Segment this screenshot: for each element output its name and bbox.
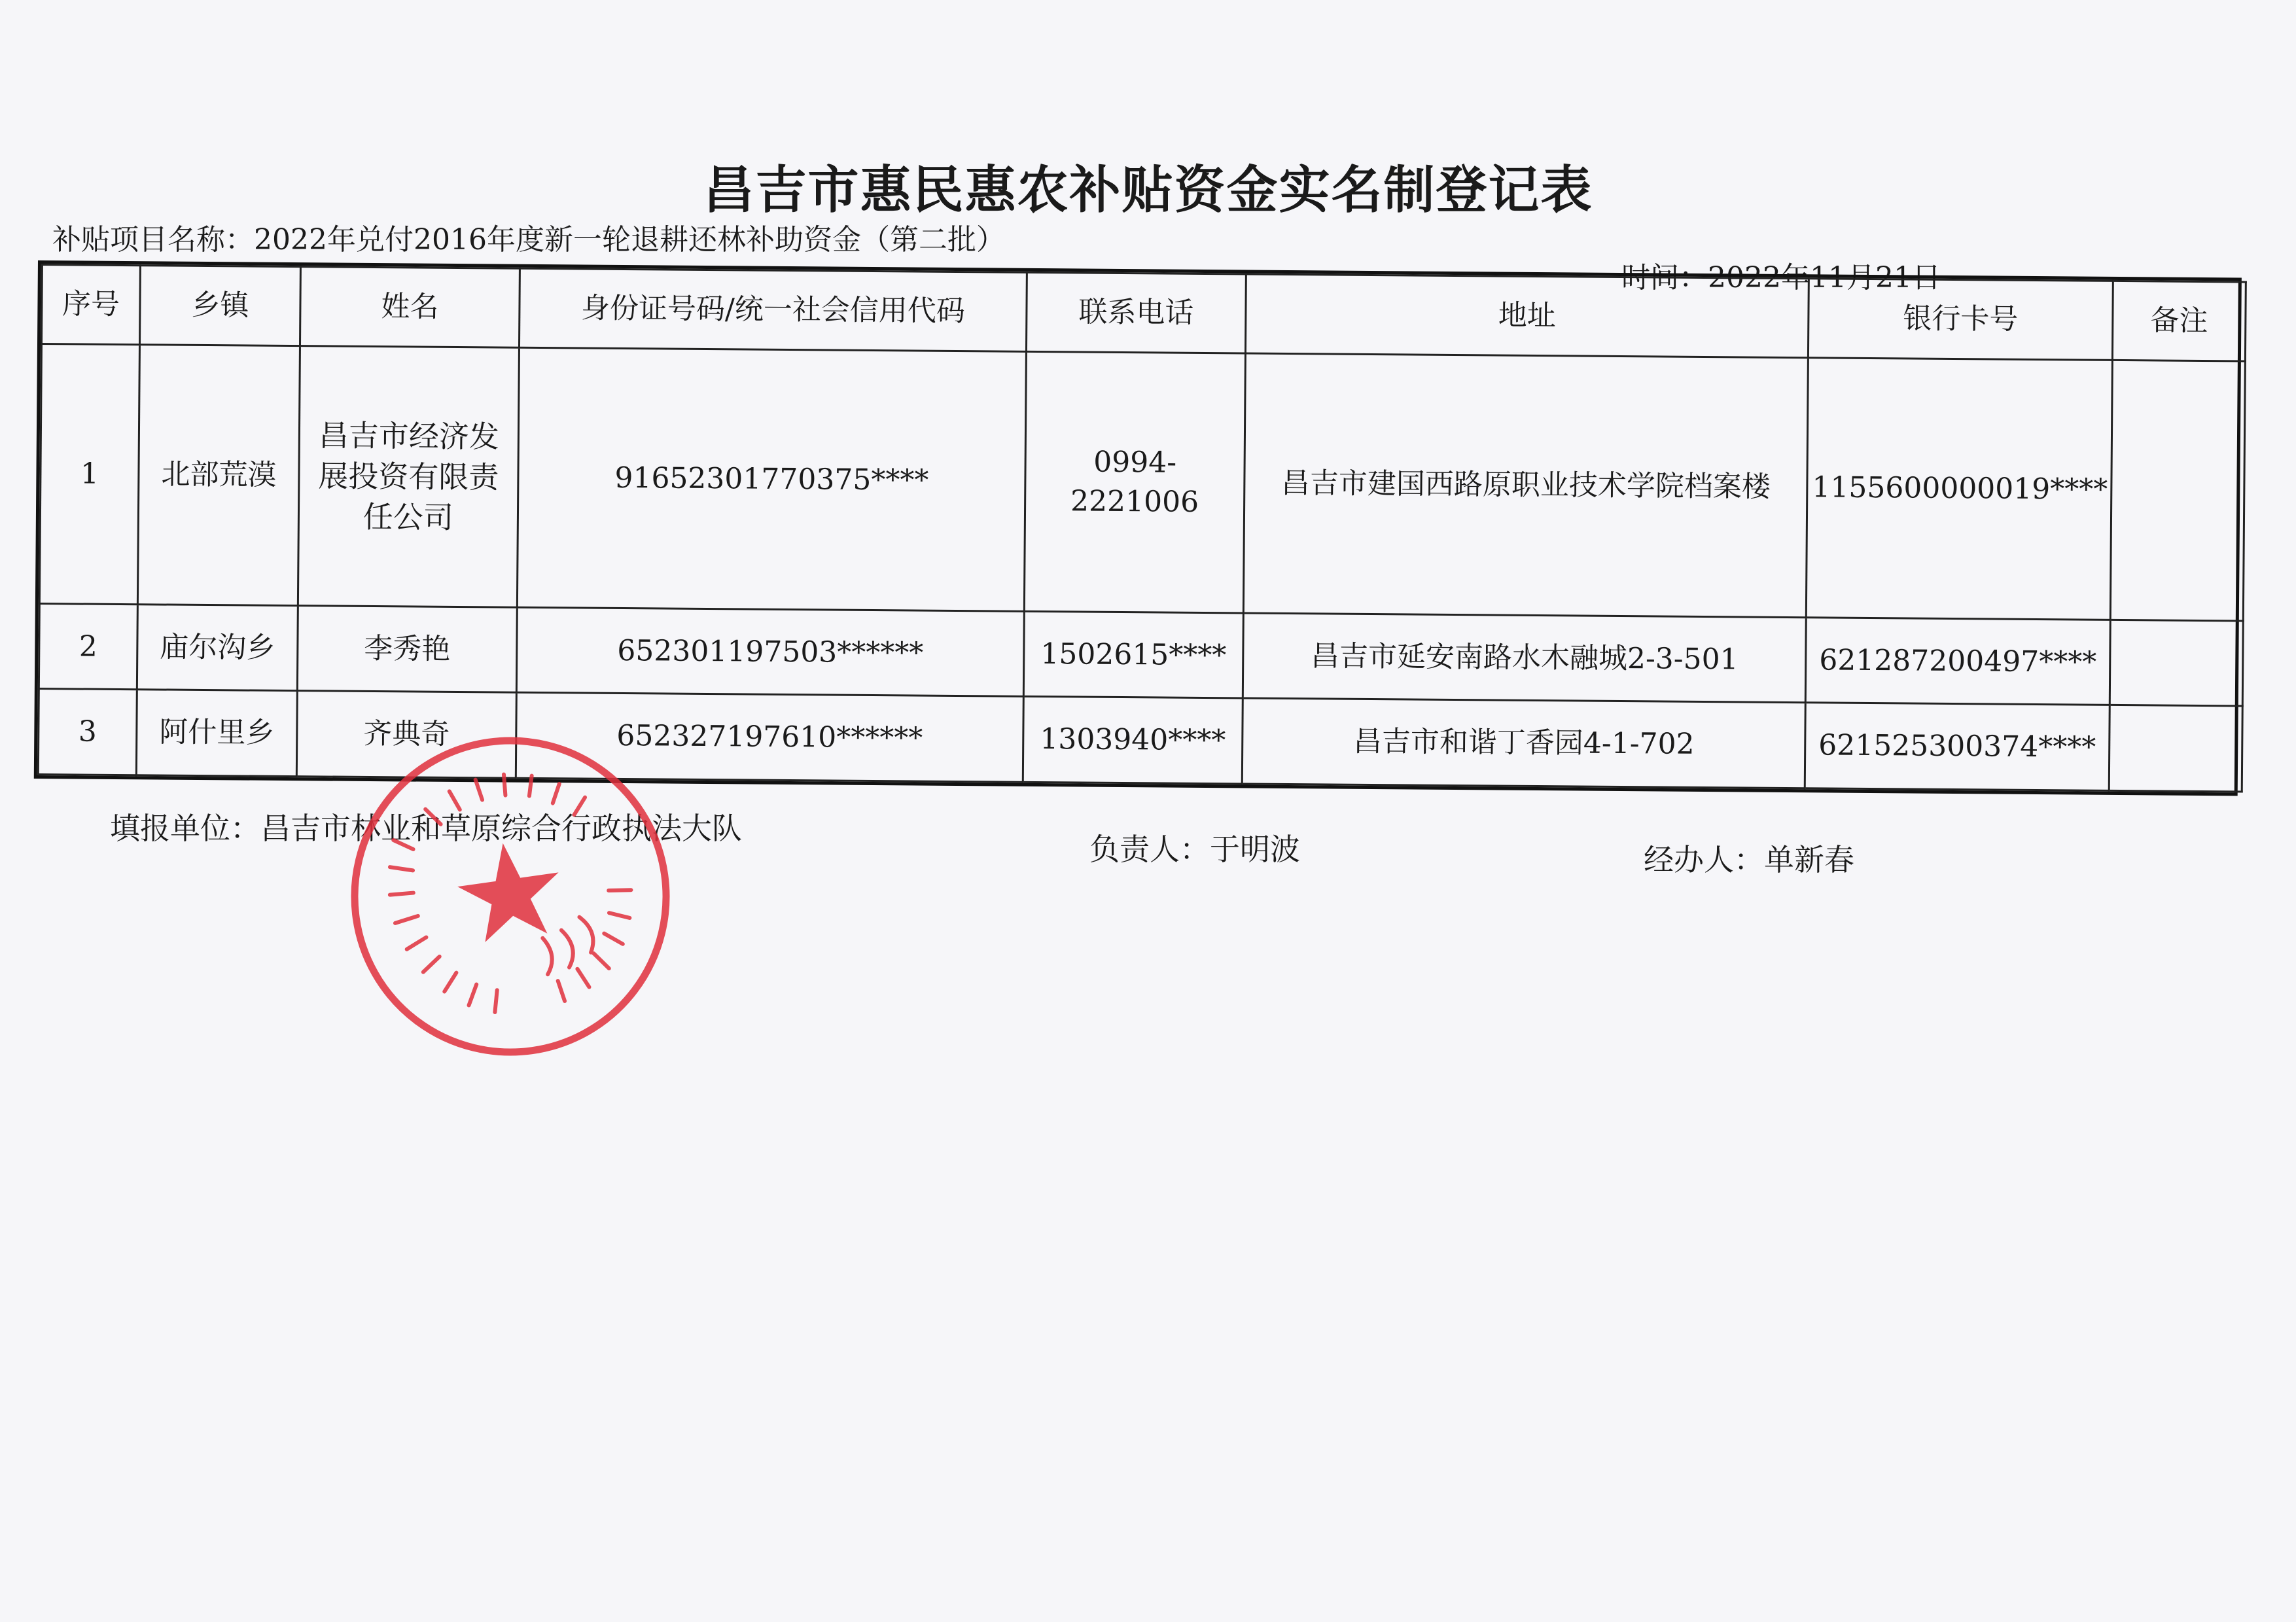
header-seq: 序号 [41,265,140,345]
cell-note [2109,705,2242,792]
date-value: 2022年11月21日 [1708,261,1941,294]
project-value: 2022年兑付2016年度新一轮退耕还林补助资金（第二批） [254,223,1005,256]
table-row [39,603,2243,706]
seal-star-icon [452,836,567,945]
unit-label: 填报单位： [110,811,260,846]
page-title: 昌吉市惠民惠农补贴资金实名制登记表 [703,161,1593,220]
date-label: 时间： [1621,261,1708,294]
cell-name: 昌吉市经济发展投资有限责任公司 [298,346,519,607]
cell-name: 李秀艳 [297,605,517,692]
cell-note [2110,620,2243,706]
cell-card: 621287200497**** [1805,617,2110,705]
header-name: 姓名 [300,267,520,348]
cell-name: 齐典奇 [296,691,516,778]
header-id: 身份证号码/统一社会信用代码 [519,268,1027,351]
cell-id: 91652301770375**** [517,347,1026,611]
cell-seq: 2 [39,603,137,690]
table-row [39,344,2245,621]
registration-table [34,260,2242,796]
project-line [52,216,1005,258]
cell-town: 阿什里乡 [136,690,297,777]
cell-phone: 1303940**** [1023,697,1243,784]
cell-town: 庙尔沟乡 [137,604,298,691]
seal-graphic [340,726,680,1067]
cell-card: 1155600000019**** [1806,358,2112,620]
footer-operator [1644,836,1854,879]
cell-note [2110,360,2245,620]
header-card: 银行卡号 [1808,279,2113,361]
header-note: 备注 [2112,281,2246,361]
header-address: 地址 [1245,274,1809,358]
footer-leader [1089,826,1300,869]
operator-value: 单新春 [1764,842,1854,877]
header-phone: 联系电话 [1026,272,1246,353]
cell-card: 621525300374**** [1805,703,2110,790]
cell-phone: 0994-2221006 [1024,351,1245,612]
operator-label: 经办人： [1644,842,1764,877]
cell-phone: 1502615**** [1023,611,1243,698]
cell-seq: 1 [39,344,139,605]
cell-address: 昌吉市建国西路原职业技术学院档案楼 [1243,353,1808,617]
leader-label: 负责人： [1089,832,1210,867]
cell-address: 昌吉市和谐丁香园4-1-702 [1242,698,1805,788]
cell-seq: 3 [38,689,137,775]
unit-value: 昌吉市林业和草原综合行政执法大队 [260,811,742,846]
leader-value: 于明波 [1210,832,1300,867]
cell-id: 652327197610****** [516,693,1023,783]
cell-address: 昌吉市延安南路水木融城2-3-501 [1243,613,1806,703]
cell-id: 652301197503****** [516,607,1024,697]
header-town: 乡镇 [139,266,300,346]
cell-town: 北部荒漠 [137,345,300,605]
official-seal-icon [340,726,680,1067]
registration-grid [37,264,2247,792]
project-label: 补贴项目名称： [52,223,254,256]
